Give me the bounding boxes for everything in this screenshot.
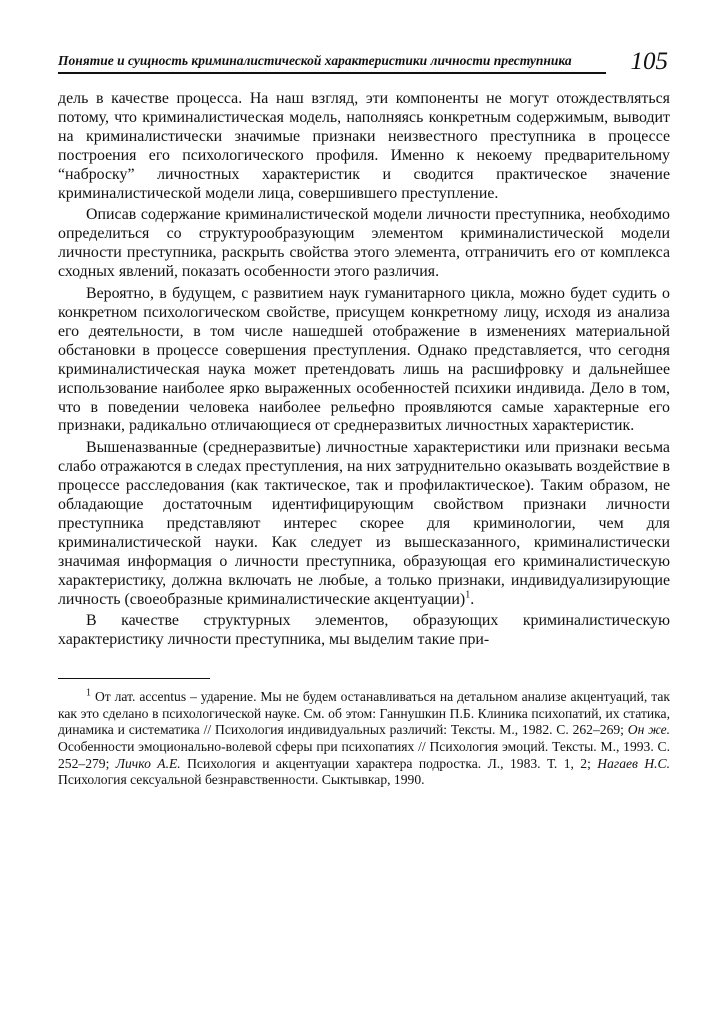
footnote-segment: Психология и акцентуации характера подростка. Л., 1983. Т. 1, 2; xyxy=(180,755,598,771)
main-text xyxy=(58,90,670,650)
footnote-author: Нагаев Н.С. xyxy=(597,755,671,771)
paragraph: Вышеназванные (среднеразвитые) личностные характеристики или признаки весьма слабо отражаются в следах преступления, на них затруднительно оказывать воздействие в процессе расследования (как тактическое, так и профилактическое). Таким образом, не обладающие достаточным идентифицирующим свойством признаки личности преступника представляют интерес скорее для криминологии, чем для криминалистической науки. Как следует из вышесказанного, криминалистически значимая информация о личности преступника, образующая его криминалистическую характеристику, должна включать не любые, а только признаки, индивидуализирующие личность (своеобразные криминалистические акцентуации)$^1$. xyxy=(58,439,670,608)
paragraph: Описав содержание криминалистической модели личности преступника, необходимо определиться со структурообразующим элементом криминалистической модели личности преступника, раскрыть свойства этого элемента, отграничить его от комплекса сходных явлений, показать особенности этого различия. xyxy=(58,206,670,281)
footnote-segment: От лат. accentus – ударение. Мы не будем останавливаться на детальном анализе акцентуаций, так как это сделано в психологической науке. См. об этом: Ганнушкин П.Б. Клиника психопатий, их статика, динамика и систематика // Психология индивидуальных различий: Тексты. М., 1982. С. 262–269; xyxy=(58,689,670,738)
running-header-title: Понятие и сущность криминалистической характеристики личности преступника xyxy=(58,53,606,74)
paragraph: дель в качестве процесса. На наш взгляд, эти компоненты не могут отождествляться потому, что криминалистическая модель, наполняясь конкретным содержимым, выводит на криминалистически значимые признаки неизвестного преступника в процессе построения его психологического профиля. Именно к некоему предварительному “наброску” личностных характеристик и сводится практическое значение криминалистической модели лица, совершившего преступление. xyxy=(58,90,670,202)
paragraph: В качестве структурных элементов, образующих криминалистическую характеристику личности преступника, мы выделим такие при- xyxy=(58,612,670,649)
paragraph-text: Вышеназванные (среднеразвитые) личностные характеристики или признаки весьма слабо отражаются в следах преступления, на них затруднительно оказывать воздействие в процессе расследования (как тактическое, так и профилактическое). Таким образом, не обладающие достаточным идентифицирующим свойством признаки личности преступника представляют интерес скорее для криминологии, чем для криминалистической науки. Как следует из вышесказанного, криминалистически значимая информация о личности преступника, образующая его криминалистическую характеристику, должна включать не любые, а только признаки, индивидуализирующие личность (своеобразные криминалистические акцентуации) xyxy=(58,439,670,608)
page-number: 105 xyxy=(630,48,668,75)
footnote xyxy=(58,689,670,789)
footnote-author: Он же. xyxy=(627,722,671,738)
paragraph: Вероятно, в будущем, с развитием наук гуманитарного цикла, можно будет судить о конкретном психологическом свойстве, присущем конкретному лицу, исходя из анализа его деятельности, в том числе нашедшей отображение в изменениях материальной обстановки в процессе совершения преступления. Однако представляется, что сегодня криминалистическая наука может претендовать лишь на расшифровку и дальнейшее использование наиболее ярко выраженных особенностей психики индивида. Дело в том, что в поведении человека наиболее рельефно проявляются самые характерные его признаки, радикально отличающиеся от среднеразвитых личностных характеристик. xyxy=(58,285,670,435)
footnote-reference[interactable]: 1 xyxy=(465,589,471,601)
footnote-segment: Психология сексуальной безнравственности. Сыктывкар, 1990. xyxy=(58,772,425,788)
footnote-segment: Особенности эмоционально-волевой сферы при психопатиях // Психология эмоций. Тексты. М., 1993. С. 252–279; xyxy=(58,739,670,771)
book-page xyxy=(58,40,670,789)
footnote-divider xyxy=(58,678,210,679)
footnote-text xyxy=(58,689,670,789)
running-header xyxy=(58,40,670,74)
footnote-author: Личко А.Е. xyxy=(115,755,181,771)
footnote-marker: 1 xyxy=(86,687,91,699)
